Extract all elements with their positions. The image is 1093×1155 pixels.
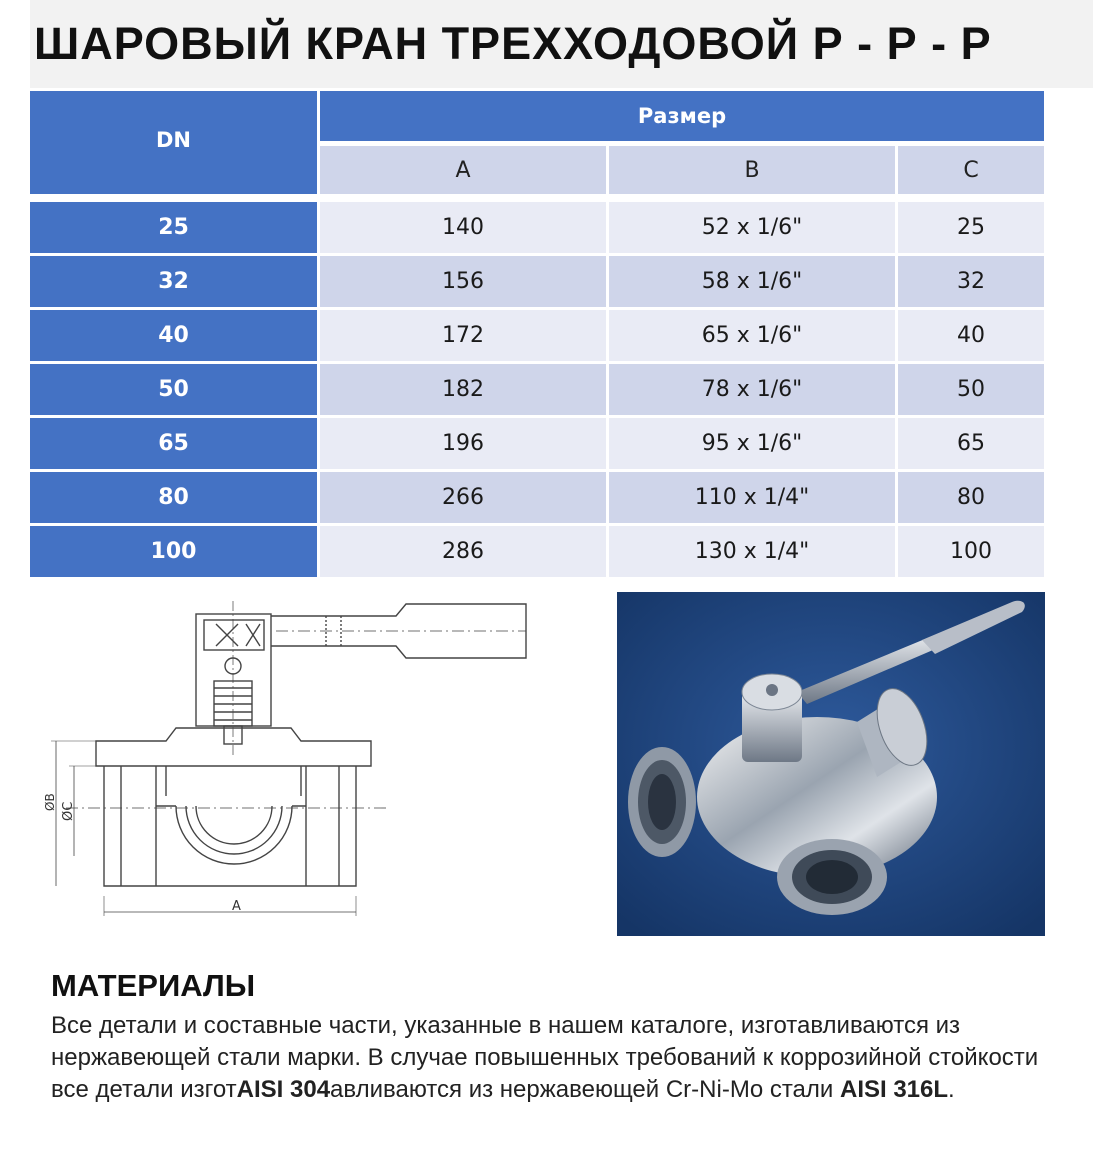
b-cell: 65 x 1/6" bbox=[609, 310, 895, 361]
column-header-c: C bbox=[898, 146, 1044, 194]
a-cell: 156 bbox=[320, 256, 606, 307]
a-cell: 172 bbox=[320, 310, 606, 361]
a-cell: 266 bbox=[320, 472, 606, 523]
materials-grade-304: AISI 304 bbox=[236, 1076, 331, 1103]
valve-technical-drawing bbox=[43, 596, 536, 926]
column-header-a: A bbox=[320, 146, 606, 194]
materials-heading: МАТЕРИАЛЫ bbox=[51, 968, 256, 1003]
materials-text-part-3: . bbox=[948, 1076, 955, 1103]
column-header-b: B bbox=[609, 146, 895, 194]
dn-cell: 25 bbox=[30, 202, 317, 253]
materials-text bbox=[51, 1010, 1041, 1106]
valve-photo bbox=[617, 592, 1045, 936]
dimensions-table bbox=[30, 91, 1044, 573]
dn-cell: 50 bbox=[30, 364, 317, 415]
c-cell: 50 bbox=[898, 364, 1044, 415]
a-cell: 286 bbox=[320, 526, 606, 577]
c-cell: 40 bbox=[898, 310, 1044, 361]
a-cell: 196 bbox=[320, 418, 606, 469]
dimension-label-a: A bbox=[232, 899, 241, 914]
c-cell: 65 bbox=[898, 418, 1044, 469]
dimension-label-c: ØC bbox=[61, 801, 76, 821]
b-cell: 110 x 1/4" bbox=[609, 472, 895, 523]
b-cell: 130 x 1/4" bbox=[609, 526, 895, 577]
a-cell: 140 bbox=[320, 202, 606, 253]
dn-cell: 40 bbox=[30, 310, 317, 361]
b-cell: 95 x 1/6" bbox=[609, 418, 895, 469]
size-header: Размер bbox=[320, 91, 1044, 141]
dn-cell: 65 bbox=[30, 418, 317, 469]
materials-text-part-1: Все детали и составные части, указанные в нашем каталоге, изготавливаются из нержавеющей стали марки. В случае повышенных требований к коррозийной стойкости все детали изгот bbox=[51, 1012, 1039, 1103]
b-cell: 52 x 1/6" bbox=[609, 202, 895, 253]
c-cell: 25 bbox=[898, 202, 1044, 253]
c-cell: 80 bbox=[898, 472, 1044, 523]
dimension-label-b: ØB bbox=[43, 793, 57, 811]
materials-grade-316l: AISI 316L bbox=[839, 1076, 949, 1103]
dn-cell: 32 bbox=[30, 256, 317, 307]
a-cell: 182 bbox=[320, 364, 606, 415]
materials-text-part-2: авливаются из нержавеющей Cr-Ni-Mo стали bbox=[330, 1076, 840, 1103]
b-cell: 78 x 1/6" bbox=[609, 364, 895, 415]
dn-cell: 100 bbox=[30, 526, 317, 577]
c-cell: 100 bbox=[898, 526, 1044, 577]
dn-header: DN bbox=[30, 91, 317, 194]
b-cell: 58 x 1/6" bbox=[609, 256, 895, 307]
page-title: ШАРОВЫЙ КРАН ТРЕХХОДОВОЙ Р - Р - Р bbox=[34, 18, 992, 69]
c-cell: 32 bbox=[898, 256, 1044, 307]
dn-cell: 80 bbox=[30, 472, 317, 523]
